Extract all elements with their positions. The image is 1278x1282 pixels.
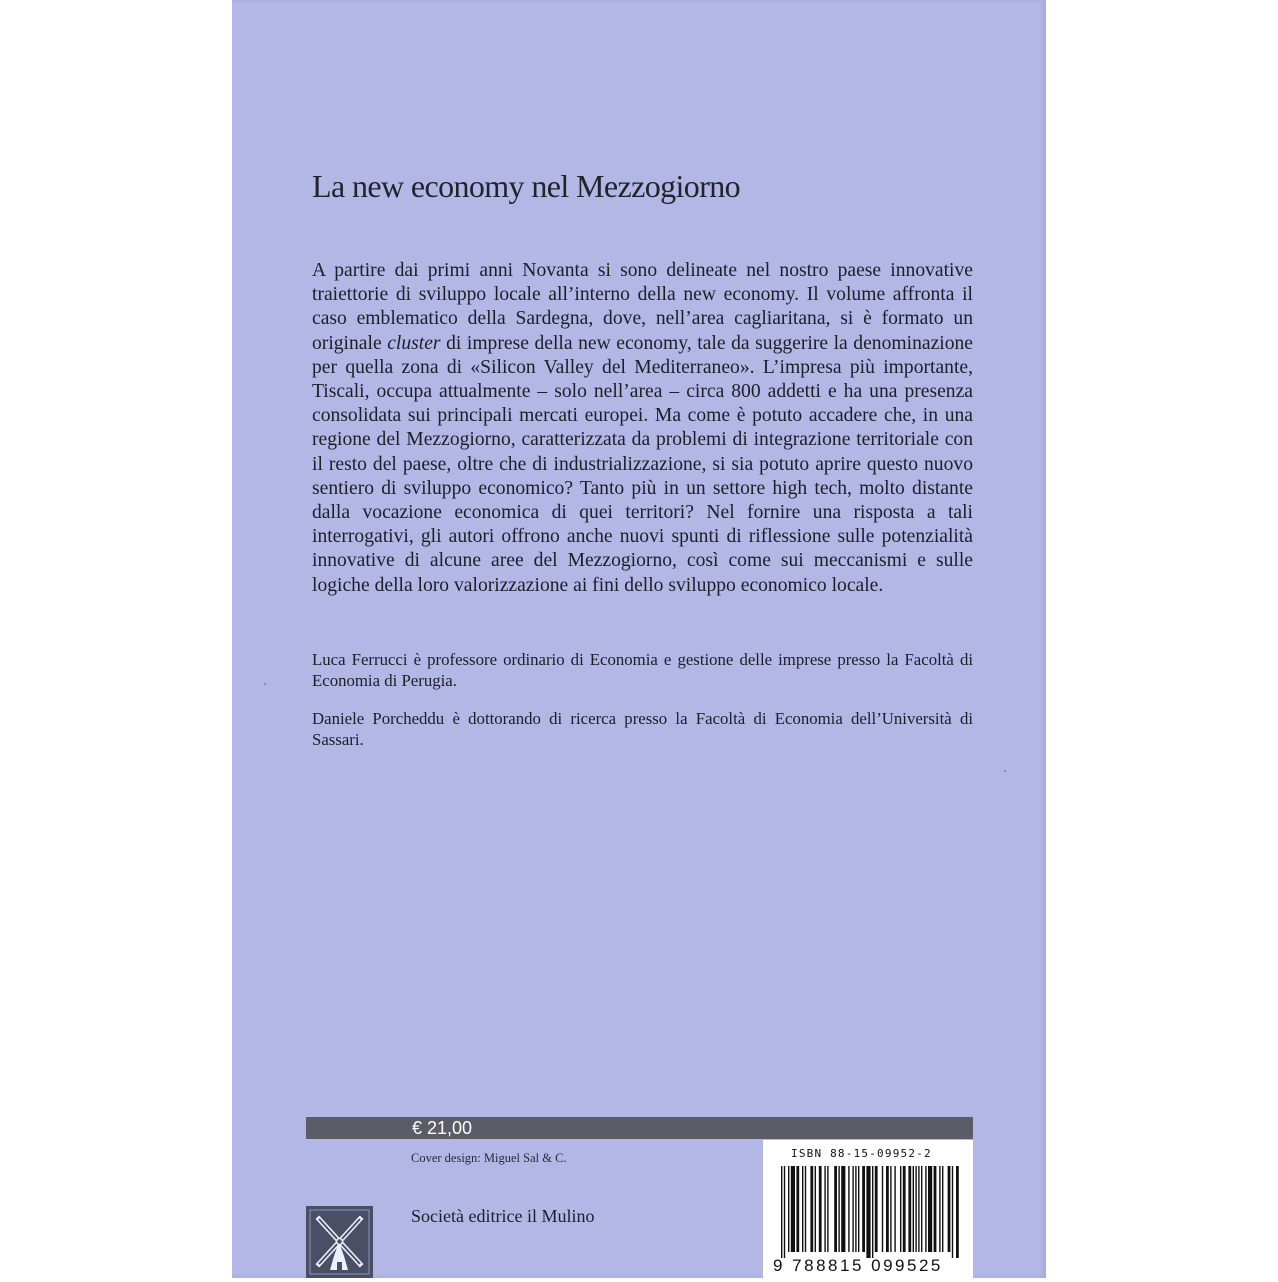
publisher-name: Società editrice il Mulino [411,1206,595,1226]
barcode-bar [890,1166,891,1252]
barcode-bar [827,1166,828,1252]
barcode-bar [900,1166,901,1252]
barcode-bar [894,1166,895,1252]
barcode-bar [834,1166,837,1252]
barcode-bar [921,1166,922,1252]
blurb-text [312,259,973,598]
barcode-bar [858,1166,859,1252]
barcode-bar [852,1166,853,1252]
ean-number: 9 788815 099525 [773,1256,943,1275]
barcode-bar [841,1166,845,1252]
isbn-number: ISBN 88-15-09952-2 [791,1147,932,1160]
barcode-bar [781,1166,782,1258]
barcode-bar [925,1166,926,1252]
barcode-bar [942,1166,943,1252]
barcode-bar [855,1166,856,1252]
barcode-bar [918,1166,919,1252]
windmill-icon [306,1206,373,1278]
barcode-bar [956,1166,959,1258]
barcode-bar [819,1166,822,1252]
barcode-bar [952,1166,953,1258]
barcode-bar [882,1166,883,1252]
price-label: € 21,00 [412,1118,473,1138]
barcode-bar [848,1166,849,1252]
barcode-bar [788,1166,789,1252]
book-title: La new economy nel Mezzogiorno [312,168,741,204]
barcode-bar [903,1166,906,1252]
barcode-bar [791,1166,795,1252]
logo-graphic [306,1206,373,1278]
paper-speck [264,683,266,685]
cover-design-credit: Cover design: Miguel Sal & C. [411,1151,567,1165]
barcode-bar [948,1166,951,1252]
barcode-bar [934,1166,937,1252]
barcode-bar [802,1166,803,1252]
barcode-bar [824,1166,825,1252]
barcode-bar [796,1166,799,1252]
barcode-bar [886,1166,889,1252]
author-bio-ferrucci: Luca Ferrucci è professore ordinario di Economia e gestione delle imprese presso la Facoltà di Economia di Perugia. [312,650,973,690]
barcode-bar [939,1166,940,1252]
barcode-bar [838,1166,839,1252]
barcode-bar [875,1166,878,1252]
barcode-bar [805,1166,806,1252]
barcode-bar [913,1166,914,1252]
barcode-bar [908,1166,911,1252]
paper-speck [1004,770,1006,772]
blurb-part-2: di imprese della new economy, tale da suggerire la denominazione per quella zona di «Silicon Valley del Mediterraneo». L’impresa più importante, Tiscali, occupa attualmente – solo nell’area – circa 800 addetti e ha una presenza consolidata sui principali mercati europei. Ma come è potuto accadere che, in una regione del Mezzogiorno, caratterizzata da problemi di integrazione territoriale con il resto del paese, oltre che di industrializzazione, si sia potuto aprire questo nuovo sentiero di sviluppo economico? Tanto più in un settore high tech, molto distante dalla vocazione economica di quei territori? Nel fornire una risposta a tali interrogativi, gli autori offrono anche nuovi spunti di riflessione sulle potenzialità innovative di alcune aree del Mezzogiorno, così come sui meccanismi e sulle logiche della loro valorizzazione ai fini dello sviluppo economico locale. [312,332,973,596]
blurb-part-1: A partire dai primi anni Novanta si sono delineate nel nostro paese innovative traiettorie di sviluppo locale all’interno della new economy. Il volume affronta il caso emblematico della Sardegna, dove, nell’area cagliaritana, si è formato un originale [312,260,973,354]
barcode-bar [872,1166,873,1258]
barcode-bar [866,1166,870,1258]
barcode-bar [915,1166,916,1252]
barcode [777,1166,961,1258]
blurb-emphasis: cluster [387,332,441,354]
barcode-bar [928,1166,932,1252]
barcode-bar [810,1166,813,1252]
author-bio-porcheddu: Daniele Porcheddu è dottorando di ricerca presso la Facoltà di Economia dell’Università di Sassari. [312,709,973,749]
barcode-bar [784,1166,785,1258]
barcode-bar [862,1166,865,1252]
price-bar [306,1117,973,1139]
barcode-bar [815,1166,816,1252]
barcode-panel [763,1140,973,1278]
